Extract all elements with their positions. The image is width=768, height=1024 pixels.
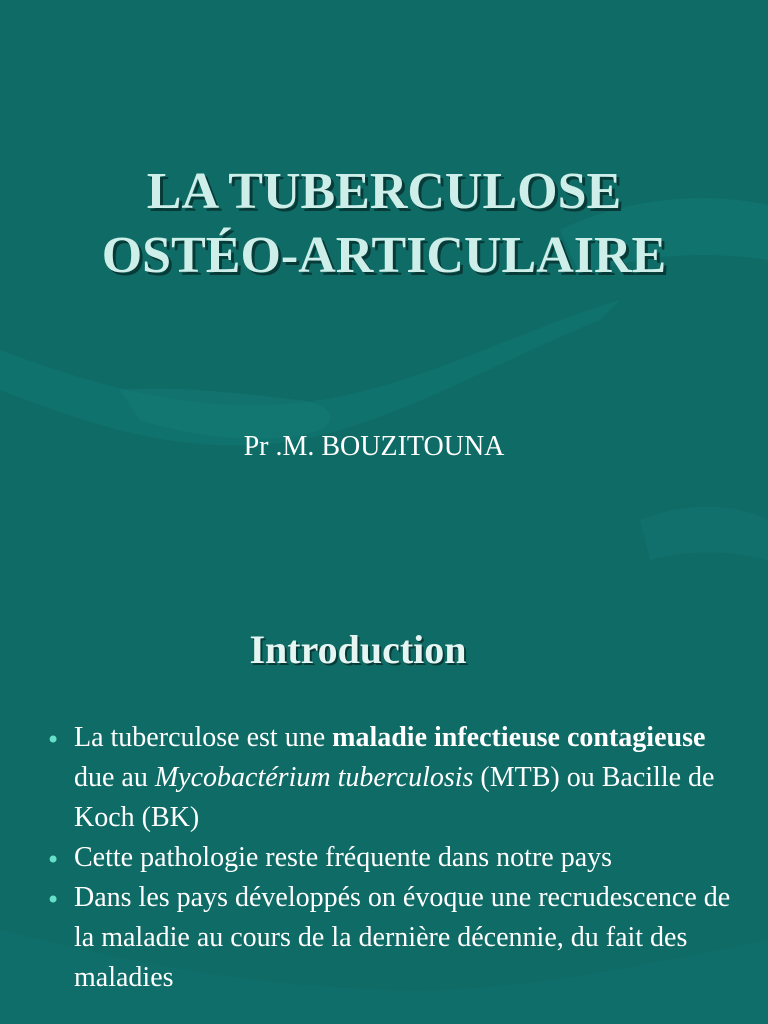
wave-shape-lower [640,507,768,560]
bullet-text: Dans les pays développés on évoque une recrudescence de la maladie au cours de la dernière décennie, du fait des maladies [74,882,731,993]
author-name: Pr .M. BOUZITOUNA [243,431,505,462]
title-line-1: LA TUBERCULOSE [146,163,622,220]
title-line-2: OSTÉO-ARTICULAIRE [101,227,667,284]
bullet-dot-icon: • [46,726,61,754]
bullet-bold-text: maladie infectieuse contagieuse [332,722,706,753]
bullet-list [40,718,740,998]
bullet-item [40,718,740,838]
bullet-dot-icon: • [46,846,61,874]
bullet-text-part: La tuberculose est une [74,722,333,753]
section-heading: Introduction [249,627,467,672]
bullet-text-part: due au [74,762,155,793]
bullet-italic-text: Mycobactérium tuberculosis [154,762,474,793]
bullet-item [40,838,740,878]
bullet-item [40,878,740,998]
bullet-text-part: (MTB) ou Bacille de Koch (BK) [74,762,715,833]
slide-title [0,160,768,288]
bullet-text: Cette pathologie reste fréquente dans notre pays [74,842,613,873]
bullet-dot-icon: • [46,886,61,914]
